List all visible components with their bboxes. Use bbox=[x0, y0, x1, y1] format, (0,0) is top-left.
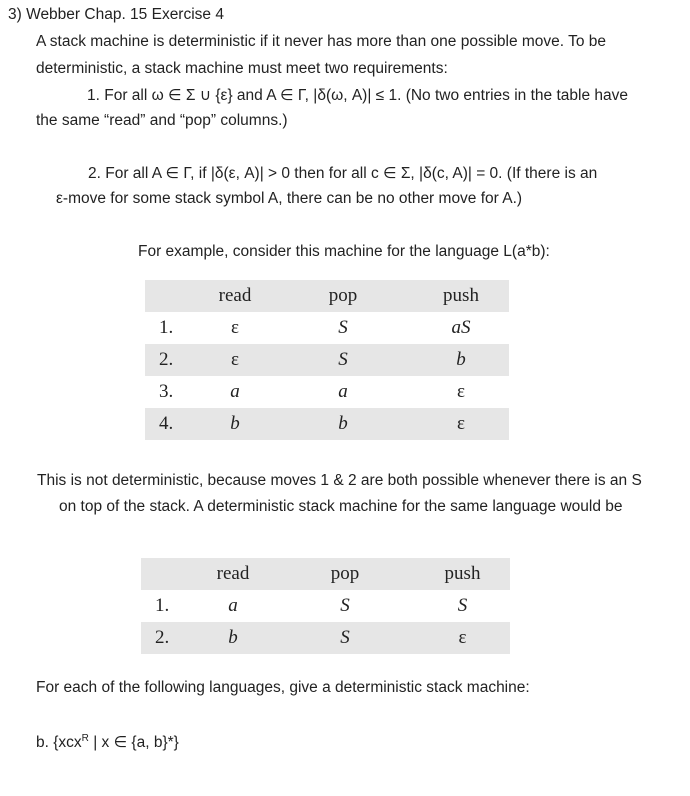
pop-cell: S bbox=[275, 622, 415, 654]
row-number: 1. bbox=[159, 317, 174, 338]
table-row bbox=[145, 312, 509, 344]
push-cell: ε bbox=[415, 622, 510, 654]
table-row bbox=[145, 344, 509, 376]
pop-cell: S bbox=[273, 344, 413, 376]
read-cell: ε bbox=[197, 344, 273, 376]
read-cell: ε bbox=[231, 317, 239, 338]
table-header-row bbox=[141, 558, 510, 590]
intro-line-2: deterministic, a stack machine must meet two requirements: bbox=[36, 60, 448, 77]
push-cell: b bbox=[413, 344, 509, 376]
deterministic-machine-table bbox=[141, 558, 510, 654]
header-read: read bbox=[191, 558, 275, 590]
pop-cell: a bbox=[338, 381, 348, 402]
requirement-1-line-2: the same “read” and “pop” columns.) bbox=[36, 112, 288, 129]
push-cell: S bbox=[457, 595, 468, 616]
table-row bbox=[145, 376, 509, 408]
push-cell: aS bbox=[451, 317, 471, 338]
header-push: push bbox=[413, 280, 509, 312]
pop-cell: b bbox=[273, 408, 413, 440]
push-cell: ε bbox=[457, 381, 465, 402]
push-cell: ε bbox=[413, 408, 509, 440]
header-pop: pop bbox=[275, 558, 415, 590]
table-row bbox=[141, 622, 510, 654]
pop-cell: S bbox=[338, 317, 348, 338]
requirement-2-line-2: ε-move for some stack symbol A, there can be no other move for A.) bbox=[56, 190, 523, 207]
table-row bbox=[145, 408, 509, 440]
part-b-suffix: | x ∈ {a, b}*} bbox=[88, 734, 179, 751]
read-cell: a bbox=[228, 595, 238, 616]
header-pop: pop bbox=[273, 280, 413, 312]
row-number: 4. bbox=[145, 408, 197, 440]
example-machine-table bbox=[145, 280, 509, 440]
read-cell: b bbox=[191, 622, 275, 654]
header-read: read bbox=[197, 280, 273, 312]
part-b-prefix: b. {xcx bbox=[36, 734, 82, 751]
reverse-superscript: R bbox=[81, 732, 89, 744]
row-number: 1. bbox=[155, 595, 170, 616]
table-header-row bbox=[145, 280, 509, 312]
row-number: 2. bbox=[145, 344, 197, 376]
part-b bbox=[36, 733, 179, 752]
intro-line-1: A stack machine is deterministic if it never has more than one possible move. To be bbox=[36, 33, 607, 50]
read-cell: b bbox=[197, 408, 273, 440]
explanation-line-1: This is not deterministic, because moves 1 & 2 are both possible whenever there is an S bbox=[37, 472, 642, 489]
requirement-1-line-1: 1. For all ω ∈ Σ ∪ {ε} and A ∈ Γ, |δ(ω, A)| ≤ 1. (No two entries in the table have bbox=[87, 87, 628, 104]
header-push: push bbox=[415, 558, 510, 590]
table-row bbox=[141, 590, 510, 622]
problem-heading: 3) Webber Chap. 15 Exercise 4 bbox=[8, 6, 224, 23]
pop-cell: S bbox=[340, 595, 350, 616]
row-number: 3. bbox=[159, 381, 174, 402]
read-cell: a bbox=[230, 381, 240, 402]
example-intro: For example, consider this machine for the language L(a*b): bbox=[138, 243, 550, 260]
explanation-line-2: on top of the stack. A deterministic stack machine for the same language would be bbox=[59, 498, 623, 515]
requirement-2-line-1: 2. For all A ∈ Γ, if |δ(ε, A)| > 0 then for all c ∈ Σ, |δ(c, A)| = 0. (If there is an bbox=[88, 165, 598, 182]
task-instruction: For each of the following languages, give a deterministic stack machine: bbox=[36, 679, 530, 696]
row-number: 2. bbox=[141, 622, 191, 654]
